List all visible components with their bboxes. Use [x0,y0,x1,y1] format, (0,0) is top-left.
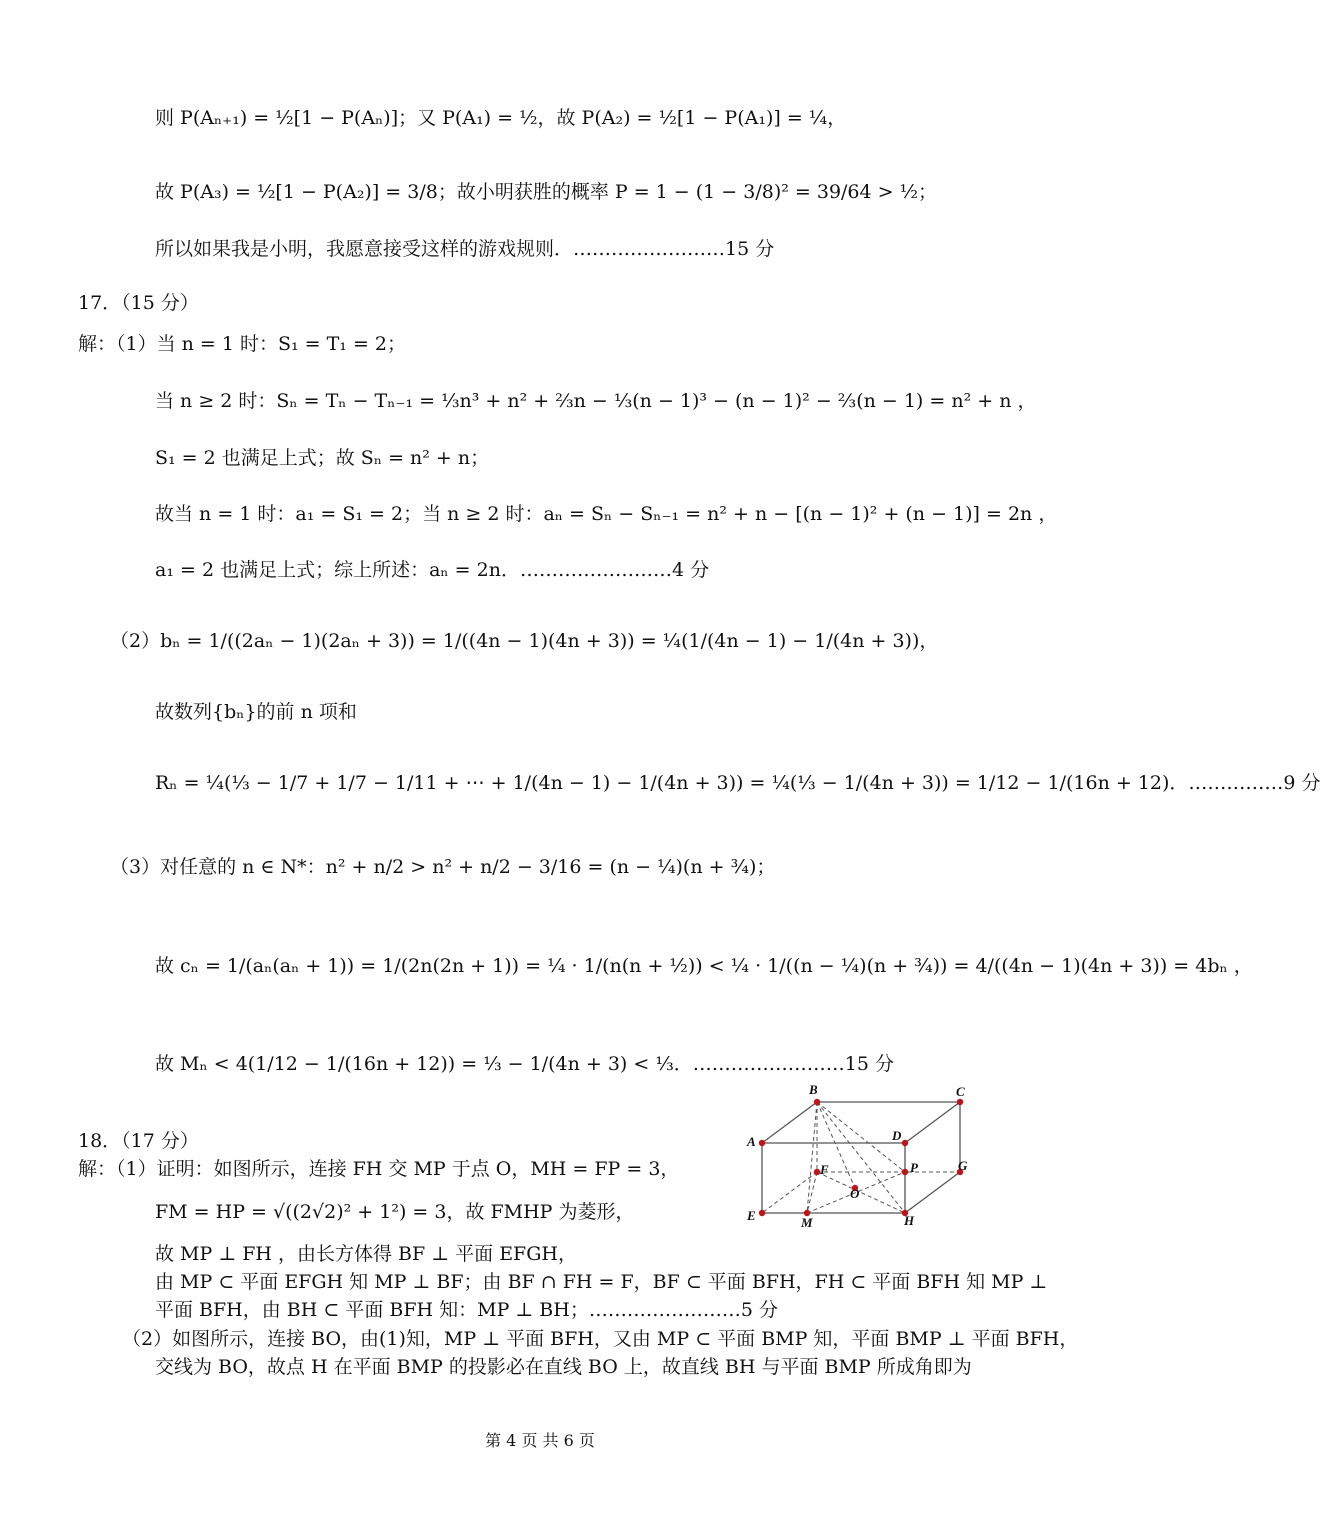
label-P: P [910,1160,918,1175]
label-M: M [801,1215,813,1230]
solution-line-1: 则 P(Aₙ₊₁) = ½[1 − P(Aₙ)]；又 P(A₁) = ½，故 P(A₂) = ½[1 − P(A₁)] = ¼， [155,107,847,129]
q17-part1-line-5: a₁ = 2 也满足上式；综上所述：aₙ = 2n．……………………4 分 [155,559,710,581]
solution-line-3: 所以如果我是小明，我愿意接受这样的游戏规则．……………………15 分 [155,238,775,260]
hidden-and-construction-lines [762,1102,960,1213]
q17-part1-line-4: 故当 n = 1 时：a₁ = S₁ = 2；当 n ≥ 2 时：aₙ = Sₙ − Sₙ₋₁ = n² + n − [(n − 1)² + (n − 1)] = 2n ， [155,503,1058,525]
q18-part1-line-1: 解：（1）证明：如图所示，连接 FH 交 MP 于点 O，MH = FP = 3， [78,1158,680,1180]
q17-part3-line-2: 故 cₙ = 1/(aₙ(aₙ + 1)) = 1/(2n(2n + 1)) = ¼ · 1/(n(n + ½)) < ¼ · 1/((n − ¼)(n + ¾)) = 4/((4n − 1)(4n + 3)) = 4bₙ ， [155,955,1253,977]
q17-part3-line-1: （3）对任意的 n ∈ N*：n² + n/2 > n² + n/2 − 3/16 = (n − ¼)(n + ¾)； [110,856,776,878]
label-O: O [850,1186,860,1201]
question-18-heading: 18．（17 分） [78,1130,199,1152]
label-C: C [956,1084,965,1099]
label-G: G [958,1158,968,1173]
label-D: D [892,1128,902,1143]
cuboid-figure [742,1080,982,1230]
q17-part1-line-2: 当 n ≥ 2 时：Sₙ = Tₙ − Tₙ₋₁ = ⅓n³ + n² + ⅔n − ⅓(n − 1)³ − (n − 1)² − ⅔(n − 1) = n² + n ， [155,390,1037,412]
q17-part2-line-3: Rₙ = ¼(⅓ − 1/7 + 1/7 − 1/11 + ⋯ + 1/(4n − 1) − 1/(4n + 3)) = ¼(⅓ − 1/(4n + 3)) = 1/12 − 1/(16n + 12)．……………9 分 [155,772,1321,794]
q17-part1-line-1: 解：（1）当 n = 1 时：S₁ = T₁ = 2； [78,333,407,355]
q18-part1-line-2: FM = HP = √((2√2)² + 1²) = 3，故 FMHP 为菱形， [155,1201,635,1223]
page-footer: 第 4 页 共 6 页 [485,1431,595,1450]
q17-part1-line-3: S₁ = 2 也满足上式；故 Sₙ = n² + n； [155,447,490,469]
label-H: H [904,1213,915,1228]
q17-part2-line-1: （2）bₙ = 1/((2aₙ − 1)(2aₙ + 3)) = 1/((4n − 1)(4n + 3)) = ¼(1/(4n − 1) − 1/(4n + 3))， [110,630,939,652]
q18-part1-line-5: 平面 BFH，由 BH ⊂ 平面 BFH 知：MP ⊥ BH；……………………5 分 [155,1299,778,1321]
q17-part2-line-2: 故数列{bₙ}的前 n 项和 [155,701,357,723]
label-B: B [809,1082,818,1097]
q18-part1-line-3: 故 MP ⊥ FH ，由长方体得 BF ⊥ 平面 EFGH， [155,1243,577,1265]
label-F: F [820,1162,829,1177]
q17-part3-line-3: 故 Mₙ < 4(1/12 − 1/(16n + 12)) = ⅓ − 1/(4n + 3) < ⅓．……………………15 分 [155,1053,894,1075]
q18-part2-line-2: 交线为 BO，故点 H 在平面 BMP 的投影必在直线 BO 上，故直线 BH 与平面 BMP 所成角即为 [155,1356,972,1378]
q18-part1-line-4: 由 MP ⊂ 平面 EFGH 知 MP ⊥ BF；由 BF ∩ FH = F，BF ⊂ 平面 BFH，FH ⊂ 平面 BFH 知 MP ⊥ [155,1271,1048,1293]
q18-part2-line-1: （2）如图所示，连接 BO，由(1)知，MP ⊥ 平面 BFH，又由 MP ⊂ 平面 BMP 知，平面 BMP ⊥ 平面 BFH， [122,1328,1079,1350]
vertex-labels [746,1082,968,1230]
label-E: E [747,1208,756,1223]
label-A: A [747,1134,756,1149]
question-17-heading: 17．（15 分） [78,292,199,314]
solution-line-2: 故 P(A₃) = ½[1 − P(A₂)] = 3/8；故小明获胜的概率 P = 1 − (1 − 3/8)² = 39/64 > ½； [155,181,938,203]
